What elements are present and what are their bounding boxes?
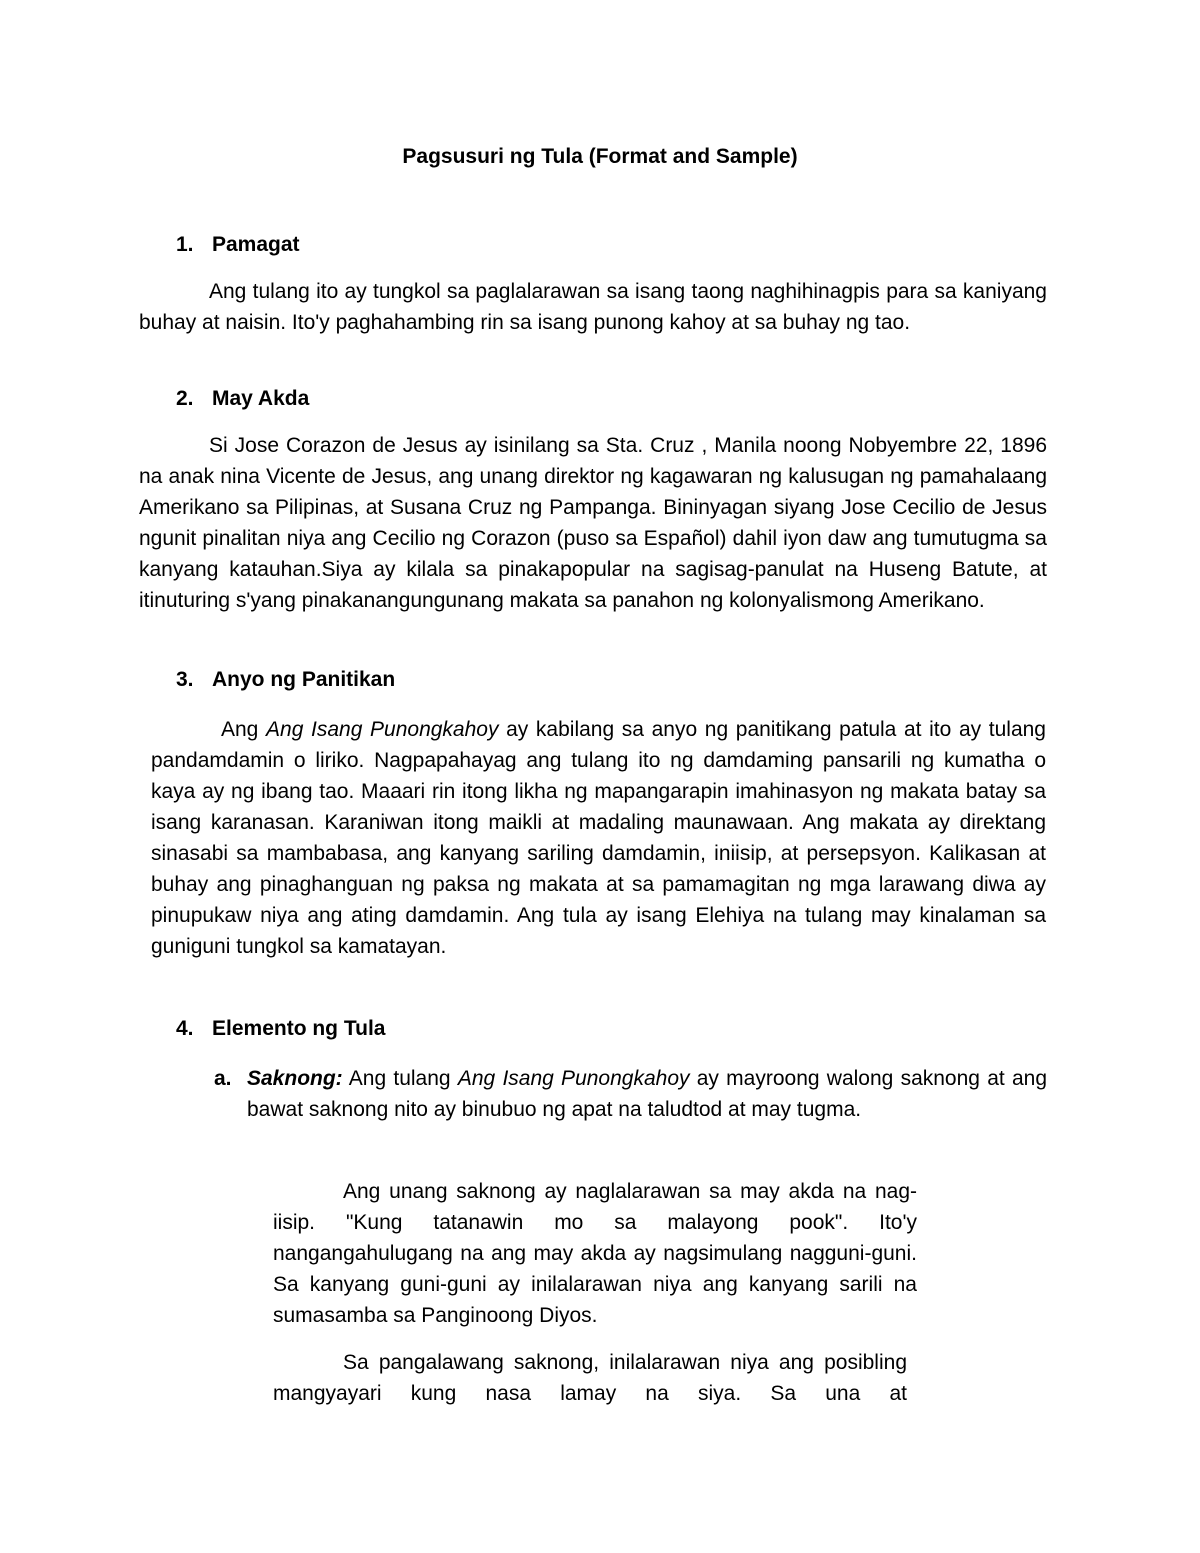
section-paragraph-may-akda: Si Jose Corazon de Jesus ay isinilang sa Sta. Cruz , Manila noong Nobyembre 22, 1896 na anak nina Vicente de Jesus, ang unang direktor ng kagawaran ng kalusugan ng pamahalaang Amerikano sa Pilipinas, at Susana Cruz ng Pampanga. Bininyagan siyang Jose Cecilio de Jesus ngunit pinalitan niya ang Cecilio ng Corazon (puso sa Español) dahil iyon daw ang tumutugma sa kanyang katauhan.Siya ay kilala sa pinakapopular na sagisag-panulat na Huseng Batute, at itinuturing s'yang pinakanangungunang makata sa panahon ng kolonyalismong Amerikano. (139, 434, 1047, 612)
section-number: 4. (176, 1017, 194, 1040)
sub-item-letter: a. (214, 1067, 232, 1090)
section-heading-text: Anyo ng Panitikan (212, 668, 396, 691)
section-heading-text: Pamagat (212, 233, 300, 256)
section-heading-anyo-ng-panitikan (176, 666, 395, 694)
paragraph-rest: ay kabilang sa anyo ng panitikang patula at ito ay tulang pandamdamin o liriko. Nagpapahayag ang tulang ito ng damdaming pansarili ng kumatha o kaya ay ng ibang tao. Maaari rin itong likha ng mapangarapin imahinasyon ng makata batay sa isang karanasan. Karaniwan itong maikli at madaling maunawaan. Ang makata ay direktang sinasabi sa mambabasa, ang kanyang sariling damdamin, iniisip, at persepsyon. Kalikasan at buhay ang pinaghanguan ng paksa ng makata at sa pamamagitan ng mga larawang diwa ay pinupukaw niya ang ating damdamin. Ang tula ay isang Elehiya na tulang may kinalaman sa guniguni tungkol sa kamatayan. (151, 718, 1046, 958)
section-paragraph-anyo-ng-panitikan (151, 714, 1046, 962)
section-heading-pamagat (176, 231, 300, 259)
section-number: 1. (176, 233, 194, 256)
saknong-paragraph-1: Ang unang saknong ay naglalarawan sa may akda na nag-iisip. "Kung tatanawin mo sa malayong pook". Ito'y nangangahulugang na ang may akda ay nagsimulang nagguni-guni. Sa kanyang guni-guni ay inilalarawan niya ang kanyang sarili na sumasamba sa Panginoong Diyos. (273, 1180, 917, 1327)
sub-item-text-rest: ay mayroong walong saknong at ang bawat saknong nito ay binubuo ng apat na taludtod at may tugma. (247, 1067, 1047, 1121)
paragraph-lead: Ang (221, 718, 259, 741)
section-paragraph-pamagat: Ang tulang ito ay tungkol sa paglalarawan sa isang taong naghihinagpis para sa kaniyang buhay at naisin. Ito'y paghahambing rin sa isang punong kahoy at sa buhay ng tao. (139, 280, 1047, 334)
sub-item-body (247, 1063, 1047, 1125)
section-heading-may-akda (176, 385, 309, 413)
sub-item-text-lead: Ang tulang (348, 1067, 451, 1090)
sub-item-term: Saknong: (247, 1067, 343, 1090)
section-number: 2. (176, 387, 194, 410)
sub-item-saknong (214, 1063, 1047, 1125)
section-number: 3. (176, 668, 194, 691)
section-heading-text: Elemento ng Tula (212, 1017, 386, 1040)
poem-title-italic: Ang Isang Punongkahoy (457, 1067, 690, 1090)
document-title: Pagsusuri ng Tula (Format and Sample) (402, 145, 798, 168)
section-heading-elemento-ng-tula (176, 1015, 385, 1043)
saknong-paragraph-2: Sa pangalawang saknong, inilalarawan niya ang posibling mangyayari kung nasa lamay na siya. Sa una at (273, 1351, 907, 1405)
poem-title-italic: Ang Isang Punongkahoy (266, 718, 499, 741)
section-heading-text: May Akda (212, 387, 310, 410)
